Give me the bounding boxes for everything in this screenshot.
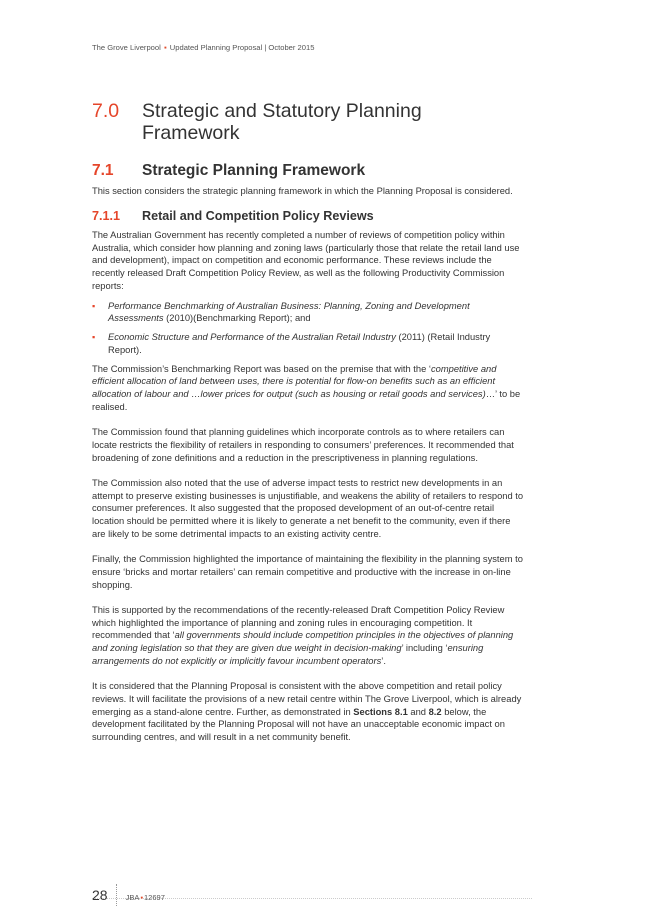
text-run: The Commission’s Benchmarking Report was based on the premise that with the ‘ xyxy=(92,363,431,374)
text-run: ’ including ‘ xyxy=(401,643,448,653)
running-header xyxy=(92,43,314,52)
quote-italic: competitive and efficient allocation of land between uses, there is potential for flow-on benefits such as an efficient allocation of labour and …lower prices for output (such as housing or retail goods and services) xyxy=(92,363,497,399)
subsection-intro: This section considers the strategic planning framework in which the Planning Proposal is considered. xyxy=(92,186,513,196)
section-title: Strategic and Statutory Planning Framework xyxy=(142,100,422,144)
text-run: and xyxy=(407,706,429,717)
section-reference: Sections 8.1 xyxy=(353,706,408,717)
text-run: It is considered that the Planning Proposal is consistent with the above competition and retail policy reviews. It will facilitate the provisions of a new retail centre within The Grove Liverpool, which is already emerging as a stand-alone centre. Further, as demonstrated in xyxy=(92,681,522,717)
paragraph-1: The Australian Government has recently completed a number of reviews of competition policy within Australia, which consider how planning and zoning laws (particularly those that relate the retail land use and development), impact on competition and economic performance. These reviews include the recently released Draft Competition Policy Review, as well as the following Productivity Commission reports: xyxy=(92,229,520,291)
report-detail: (2011) (Retail Industry Report). xyxy=(108,332,491,355)
report-title: Economic Structure and Performance of the Australian Retail Industry xyxy=(108,332,396,342)
footer-dot-icon: ▪ xyxy=(140,893,144,902)
quote-italic: ensuring arrangements do not explicitly or implicitly favour incumbent operators xyxy=(92,643,484,666)
page-number: 28 xyxy=(92,887,108,903)
report-detail: (2010)(Benchmarking Report); and xyxy=(163,313,311,324)
header-document-name: The Grove Liverpool xyxy=(92,43,161,52)
text-run: This is supported by the recommendations of the recently-released Draft Competition Policy Review which highlighted the importance of planning and zoning rules in encouraging competition. It recommended that ‘ xyxy=(92,604,505,641)
page-body xyxy=(92,100,524,744)
report-list xyxy=(92,300,524,357)
paragraph-3: The Commission found that planning guidelines which incorporate controls as to where retailers can locate restricts the flexibility of retailers in responding to consumers’ preferences. It recommended that broadening of zone definitions and a reduction in the prescriptiveness in planning regulations. xyxy=(92,427,514,463)
paragraph-6 xyxy=(92,604,524,668)
text-run: below, the development facilitated by the Planning Proposal will not have an unacceptable economic impact on surrounding centres, and will result in a net community benefit. xyxy=(92,706,505,742)
quote-italic: all governments should include competition principles in the objectives of planning and zoning legislation so that they are given due weight in decision-making xyxy=(92,630,514,653)
subsubsection-number: 7.1.1 xyxy=(92,208,121,223)
subsubsection-title: Retail and Competition Policy Reviews xyxy=(142,208,374,223)
paragraph-5: Finally, the Commission highlighted the importance of maintaining the flexibility in the planning system to ensure ‘bricks and mortar retailers’ can remain competitive and productive with the increase in on-line shopping. xyxy=(92,554,523,590)
section-number: 7.0 xyxy=(92,100,120,122)
text-run: …’ to be realised. xyxy=(92,389,521,412)
subsection-title: Strategic Planning Framework xyxy=(142,162,366,179)
subsection-number: 7.1 xyxy=(92,162,114,179)
page-footer xyxy=(92,880,165,902)
footer-job-number: 12697 xyxy=(144,893,165,902)
header-separator-icon: ▪ xyxy=(163,43,167,52)
bullet-icon: ▪ xyxy=(92,300,96,311)
paragraph-4: The Commission also noted that the use of adverse impact tests to restrict new developments in an attempt to preserve existing businesses is unjustifiable, and weakens the ability of retailers to respond to consumer preferences. It also suggested that the proposed development of an out-of-centre retail location should be permitted where it is likely to generate a net benefit to the community, even if there are likely to be some detrimental impacts to an existing activity centre. xyxy=(92,477,524,539)
section-heading xyxy=(92,100,524,144)
list-item xyxy=(92,300,524,326)
report-title: Performance Benchmarking of Australian Business: Planning, Zoning and Development Assessments xyxy=(108,300,470,324)
paragraph-7 xyxy=(92,680,524,744)
subsubsection-heading xyxy=(92,209,524,224)
bullet-icon: ▪ xyxy=(92,332,96,342)
list-item xyxy=(92,331,524,357)
footer-reference xyxy=(126,893,165,902)
footer-separator xyxy=(116,884,118,906)
text-run: ’. xyxy=(381,655,386,666)
subsection-heading xyxy=(92,162,524,180)
paragraph-2 xyxy=(92,363,524,414)
header-document-detail: Updated Planning Proposal | October 2015 xyxy=(169,43,315,52)
footer-company: JBA xyxy=(125,893,140,902)
section-reference: 8.2 xyxy=(428,706,442,717)
